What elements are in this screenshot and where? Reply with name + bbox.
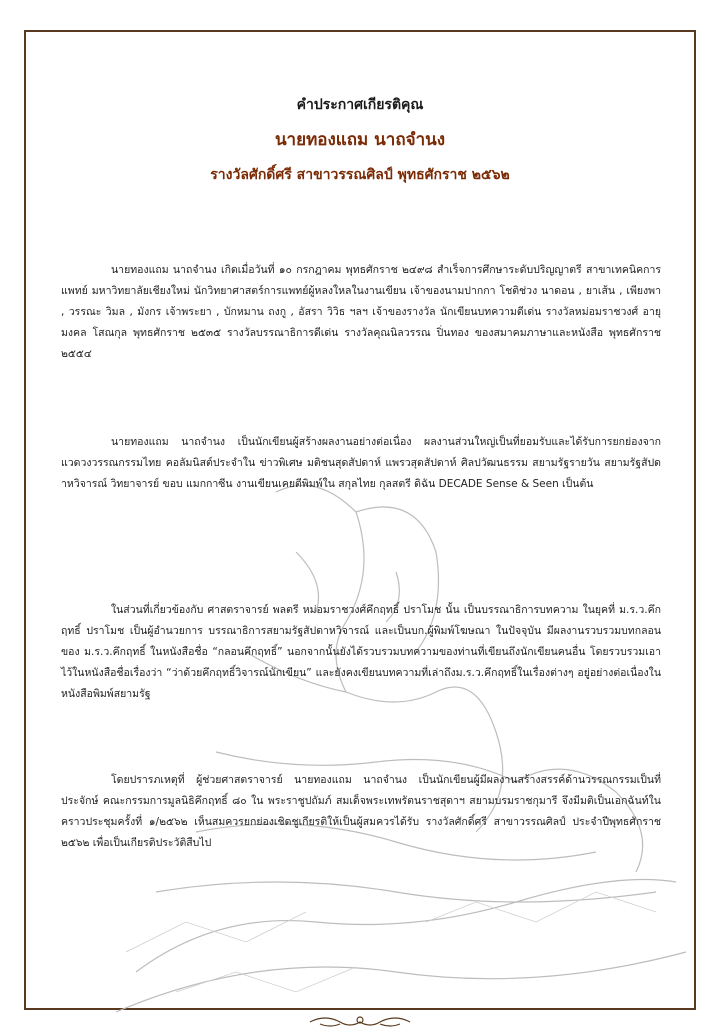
- proclamation-title: คำประกาศเกียรติคุณ: [296, 97, 424, 113]
- paragraph-works: นายทองแถม นาถจำนง เป็นนักเขียนผู้สร้างผลงานอย่างต่อเนื่อง ผลงานส่วนใหญ่เป็นที่ยอมรับและได้รับการยกย่องจากแวดวงวรรณกรรมไทย คอลัมนิสต์ประจำใน ข่าวพิเศษ มติชนสุดสัปดาห์ แพรวสุดสัปดาห์ ศิลปวัฒนธรรม สยามรัฐรายวัน สยามรัฐสัปดาหวิจารณ์ วิทยาจารย์ ขอบ แมกกาซีน งานเขียนเคยตีพิมพ์ใน สกุลไทย กุลสตรี ดิฉัน DECADE Sense & Seen เป็นต้น: [61, 436, 661, 490]
- paragraph-biography: นายทองแถม นาถจำนง เกิดเมื่อวันที่ ๑๐ กรกฎาคม พุทธศักราช ๒๔๙๘ สำเร็จการศึกษาระดับปริญญาตรี สาขาเทคนิคการแพทย์ มหาวิทยาลัยเชียงใหม่ นักวิทยาศาสตร์การแพทย์ผู้หลงใหลในงานเขียน เจ้าของนามปากกา โชติช่วง นาดอน , ยาเส้น , เพียงพา , วรรณะ วิมล , มังกร เจ้าพระยา , บักหมาน ถงกู , อัสรา วิวิธ ฯลฯ เจ้าของรางวัล นักเขียนบทความดีเด่น รางวัลหม่อมราชวงศ์ อายุมงคล โสณกุล พุทธศักราช ๒๕๓๕ รางวัลบรรณาธิการดีเด่น รางวัลคุณนิลวรรณ ปิ่นทอง ของสมาคมภาษาและหนังสือ พุทธศักราช ๒๕๕๔: [61, 264, 661, 360]
- background-sketch-illustration: [96, 452, 696, 1032]
- paragraph-kukrit-relation: ในส่วนที่เกี่ยวข้องกับ ศาสตราจารย์ พลตรี หม่อมราชวงศ์คึกฤทธิ์ ปราโมช นั้น เป็นบรรณาธิการบทความ ในยุคที่ ม.ร.ว.คึกฤทธิ์ ปราโมช เป็นผู้อำนวยการ บรรณาธิการสยามรัฐสัปดาหวิจารณ์ และเป็นบก.ผู้พิมพ์โฆษณา ในปัจจุบัน มีผลงานรวบรวมบทกลอนของ ม.ร.ว.คึกฤทธิ์ ในหนังสือชื่อ “กลอนคึกฤทธิ์” นอกจากนั้นยังได้รวบรวมบทความของท่านที่เขียนถึงนักเขียนคนอื่น โดยรวบรวมเอาไว้ในหนังสือชื่อเรื่องว่า “ว่าด้วยคึกฤทธิ์วิจารณ์นักเขียน” และยังคงเขียนบทความที่เล่าถึงม.ร.ว.คึกฤทธิ์ในเรื่องต่างๆ อยู่อย่างต่อเนื่องในหนังสือพิมพ์สยามรัฐ: [61, 604, 661, 700]
- award-title: รางวัลศักดิ์ศรี สาขาวรรณศิลป์ พุทธศักราช ๒๕๖๒: [210, 167, 510, 183]
- bottom-ornament-icon: [300, 1014, 420, 1030]
- certificate-frame: [24, 30, 696, 1010]
- honoree-name: นายทองแถม นาถจำนง: [274, 130, 446, 150]
- paragraph-award-resolution: โดยปรารภเหตุที่ ผู้ช่วยศาสตราจารย์ นายทองแถม นาถจำนง เป็นนักเขียนผู้มีผลงานสร้างสรรค์ด้านวรรณกรรมเป็นที่ประจักษ์ คณะกรรมการมูลนิธิคึกฤทธิ์ ๘๐ ใน พระราชูปถัมภ์ สมเด็จพระเทพรัตนราชสุดาฯ สยามบรมราชกุมารี จึงมีมติเป็นเอกฉันท์ในคราวประชุมครั้งที่ ๑/๒๕๖๒ เห็นสมควรยกย่องเชิดชูเกียรติให้เป็นผู้สมควรได้รับ รางวัลศักดิ์ศรี สาขาวรรณศิลป์ ประจำปีพุทธศักราช ๒๕๖๒ เพื่อเป็นเกียรติประวัติสืบไป: [61, 774, 661, 849]
